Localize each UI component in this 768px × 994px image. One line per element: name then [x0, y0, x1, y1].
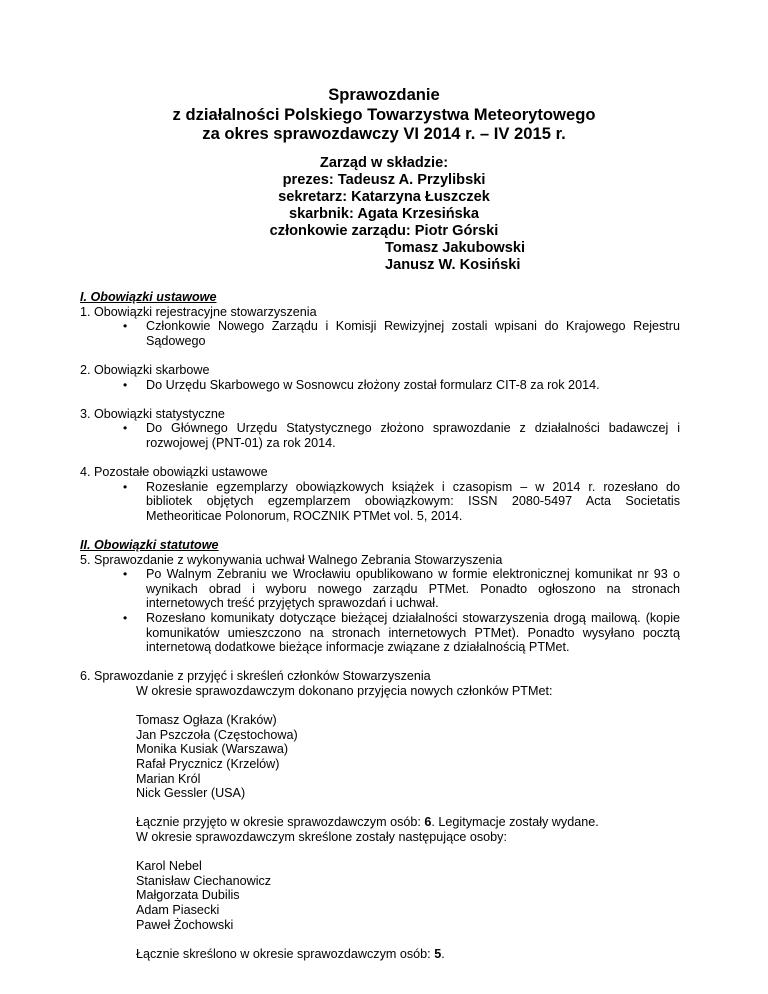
title-line-3: za okres sprawozdawczy VI 2014 r. – IV 2015 r. — [202, 124, 566, 143]
list-item: • Rozesłanie egzemplarzy obowiązkowych książek i czasopism – w 2014 r. rozesłano do bibliotek objętych egzemplarzem obowiązkowym: ISSN 2080-5497 Acta Societatis Metheoriticae Polonorum, ROCZNIK PTMet vol. 5, 2014. — [146, 480, 680, 524]
item-3-list — [80, 421, 680, 450]
board-member-3: Janusz W. Kosiński — [385, 257, 521, 273]
admission-intro: W okresie sprawozdawczym dokonano przyjęcia nowych członków PTMet: — [136, 684, 553, 699]
item-4-title: 4. Pozostałe obowiązki ustawowe — [80, 465, 268, 480]
list-item: Małgorzata Dubilis — [136, 888, 240, 903]
admitted-total-label: Łącznie przyjęto w okresie sprawozdawczym osób: — [136, 815, 425, 830]
admitted-total — [80, 815, 680, 830]
list-item: Stanisław Ciechanowicz — [136, 873, 272, 888]
board-treasurer: skarbnik: Agata Krzesińska — [288, 206, 480, 222]
board-secretary: sekretarz: Katarzyna Łuszczek — [278, 189, 490, 205]
item-1-list — [80, 319, 680, 348]
report-body — [80, 290, 680, 961]
board-composition — [0, 155, 768, 274]
title-line-1: Sprawozdanie — [328, 85, 440, 104]
removed-total-suffix: . — [441, 946, 445, 961]
board-president: prezes: Tadeusz A. Przylibski — [282, 172, 486, 188]
list-item: • Do Głównego Urzędu Statystycznego złożono sprawozdanie z działalności badawczej i rozwojowej (PNT-01) za rok 2014. — [146, 421, 680, 450]
board-member-2: Tomasz Jakubowski — [385, 240, 526, 256]
admitted-total-count: 6 — [424, 815, 432, 830]
board-heading: Zarząd w składzie: — [319, 155, 449, 171]
admitted-total-suffix: . Legitymacje zostały wydane. — [431, 815, 599, 830]
title-line-2: z działalności Polskiego Towarzystwa Meteorytowego — [172, 104, 596, 124]
item-5-list — [80, 567, 680, 655]
item-5-title: 5. Sprawozdanie z wykonywania uchwał Walnego Zebrania Stowarzyszenia — [80, 552, 503, 567]
report-title — [0, 85, 768, 144]
item-3-title: 3. Obowiązki statystyczne — [80, 406, 225, 421]
list-item: Karol Nebel — [136, 859, 202, 874]
item-4-list — [80, 480, 680, 524]
board-members: członkowie zarządu: Piotr Górski — [269, 223, 499, 239]
list-item: • Członkowie Nowego Zarządu i Komisji Rewizyjnej zostali wpisani do Krajowego Rejestru Sądowego — [146, 319, 680, 348]
list-item: Jan Pszczoła (Częstochowa) — [136, 727, 298, 742]
removed-total-label: Łącznie skreślono w okresie sprawozdawczym osób: — [136, 946, 435, 961]
item-2-list — [80, 378, 680, 393]
removed-members-list — [80, 859, 680, 932]
list-item: • Po Walnym Zebraniu we Wrocławiu opublikowano w formie elektronicznej komunikat nr 93 o wynikach obrad i wyboru nowego zarządu PTMet. Ponadto ogłoszono na stronach internetowych treść przyjętych sprawozdań i uchwał. — [146, 567, 680, 611]
section-1-heading: I. Obowiązki ustawowe — [80, 290, 217, 304]
list-item: Paweł Żochowski — [136, 917, 234, 932]
item-6-title: 6. Sprawozdanie z przyjęć i skreśleń członków Stowarzyszenia — [80, 669, 431, 684]
list-item: • Rozesłano komunikaty dotyczące bieżącej działalności stowarzyszenia drogą mailową. (kopie komunikatów umieszczono na stronach internetowych PTMet). Ponadto wysyłano pocztą internetową dodatkowe bieżące informacje związane z działalnością PTMet. — [146, 611, 680, 655]
item-1-title: 1. Obowiązki rejestracyjne stowarzyszenia — [80, 304, 317, 319]
section-2-heading: II. Obowiązki statutowe — [80, 538, 219, 553]
removed-total — [80, 947, 680, 962]
list-item: Nick Gessler (USA) — [136, 786, 246, 801]
list-item: Tomasz Ogłaza (Kraków) — [136, 713, 277, 728]
removed-total-count: 5 — [434, 946, 442, 961]
list-item: Marian Król — [136, 771, 201, 786]
admitted-members-list — [80, 713, 680, 801]
list-item: Monika Kusiak (Warszawa) — [136, 742, 289, 757]
item-2-title: 2. Obowiązki skarbowe — [80, 362, 210, 377]
list-item: Rafał Prycznicz (Krzelów) — [136, 757, 280, 771]
list-item: Adam Piasecki — [136, 902, 220, 917]
list-item: • Do Urzędu Skarbowego w Sosnowcu złożony został formularz CIT-8 za rok 2014. — [146, 378, 680, 393]
removal-intro: W okresie sprawozdawczym skreślone zostały następujące osoby: — [136, 829, 507, 844]
